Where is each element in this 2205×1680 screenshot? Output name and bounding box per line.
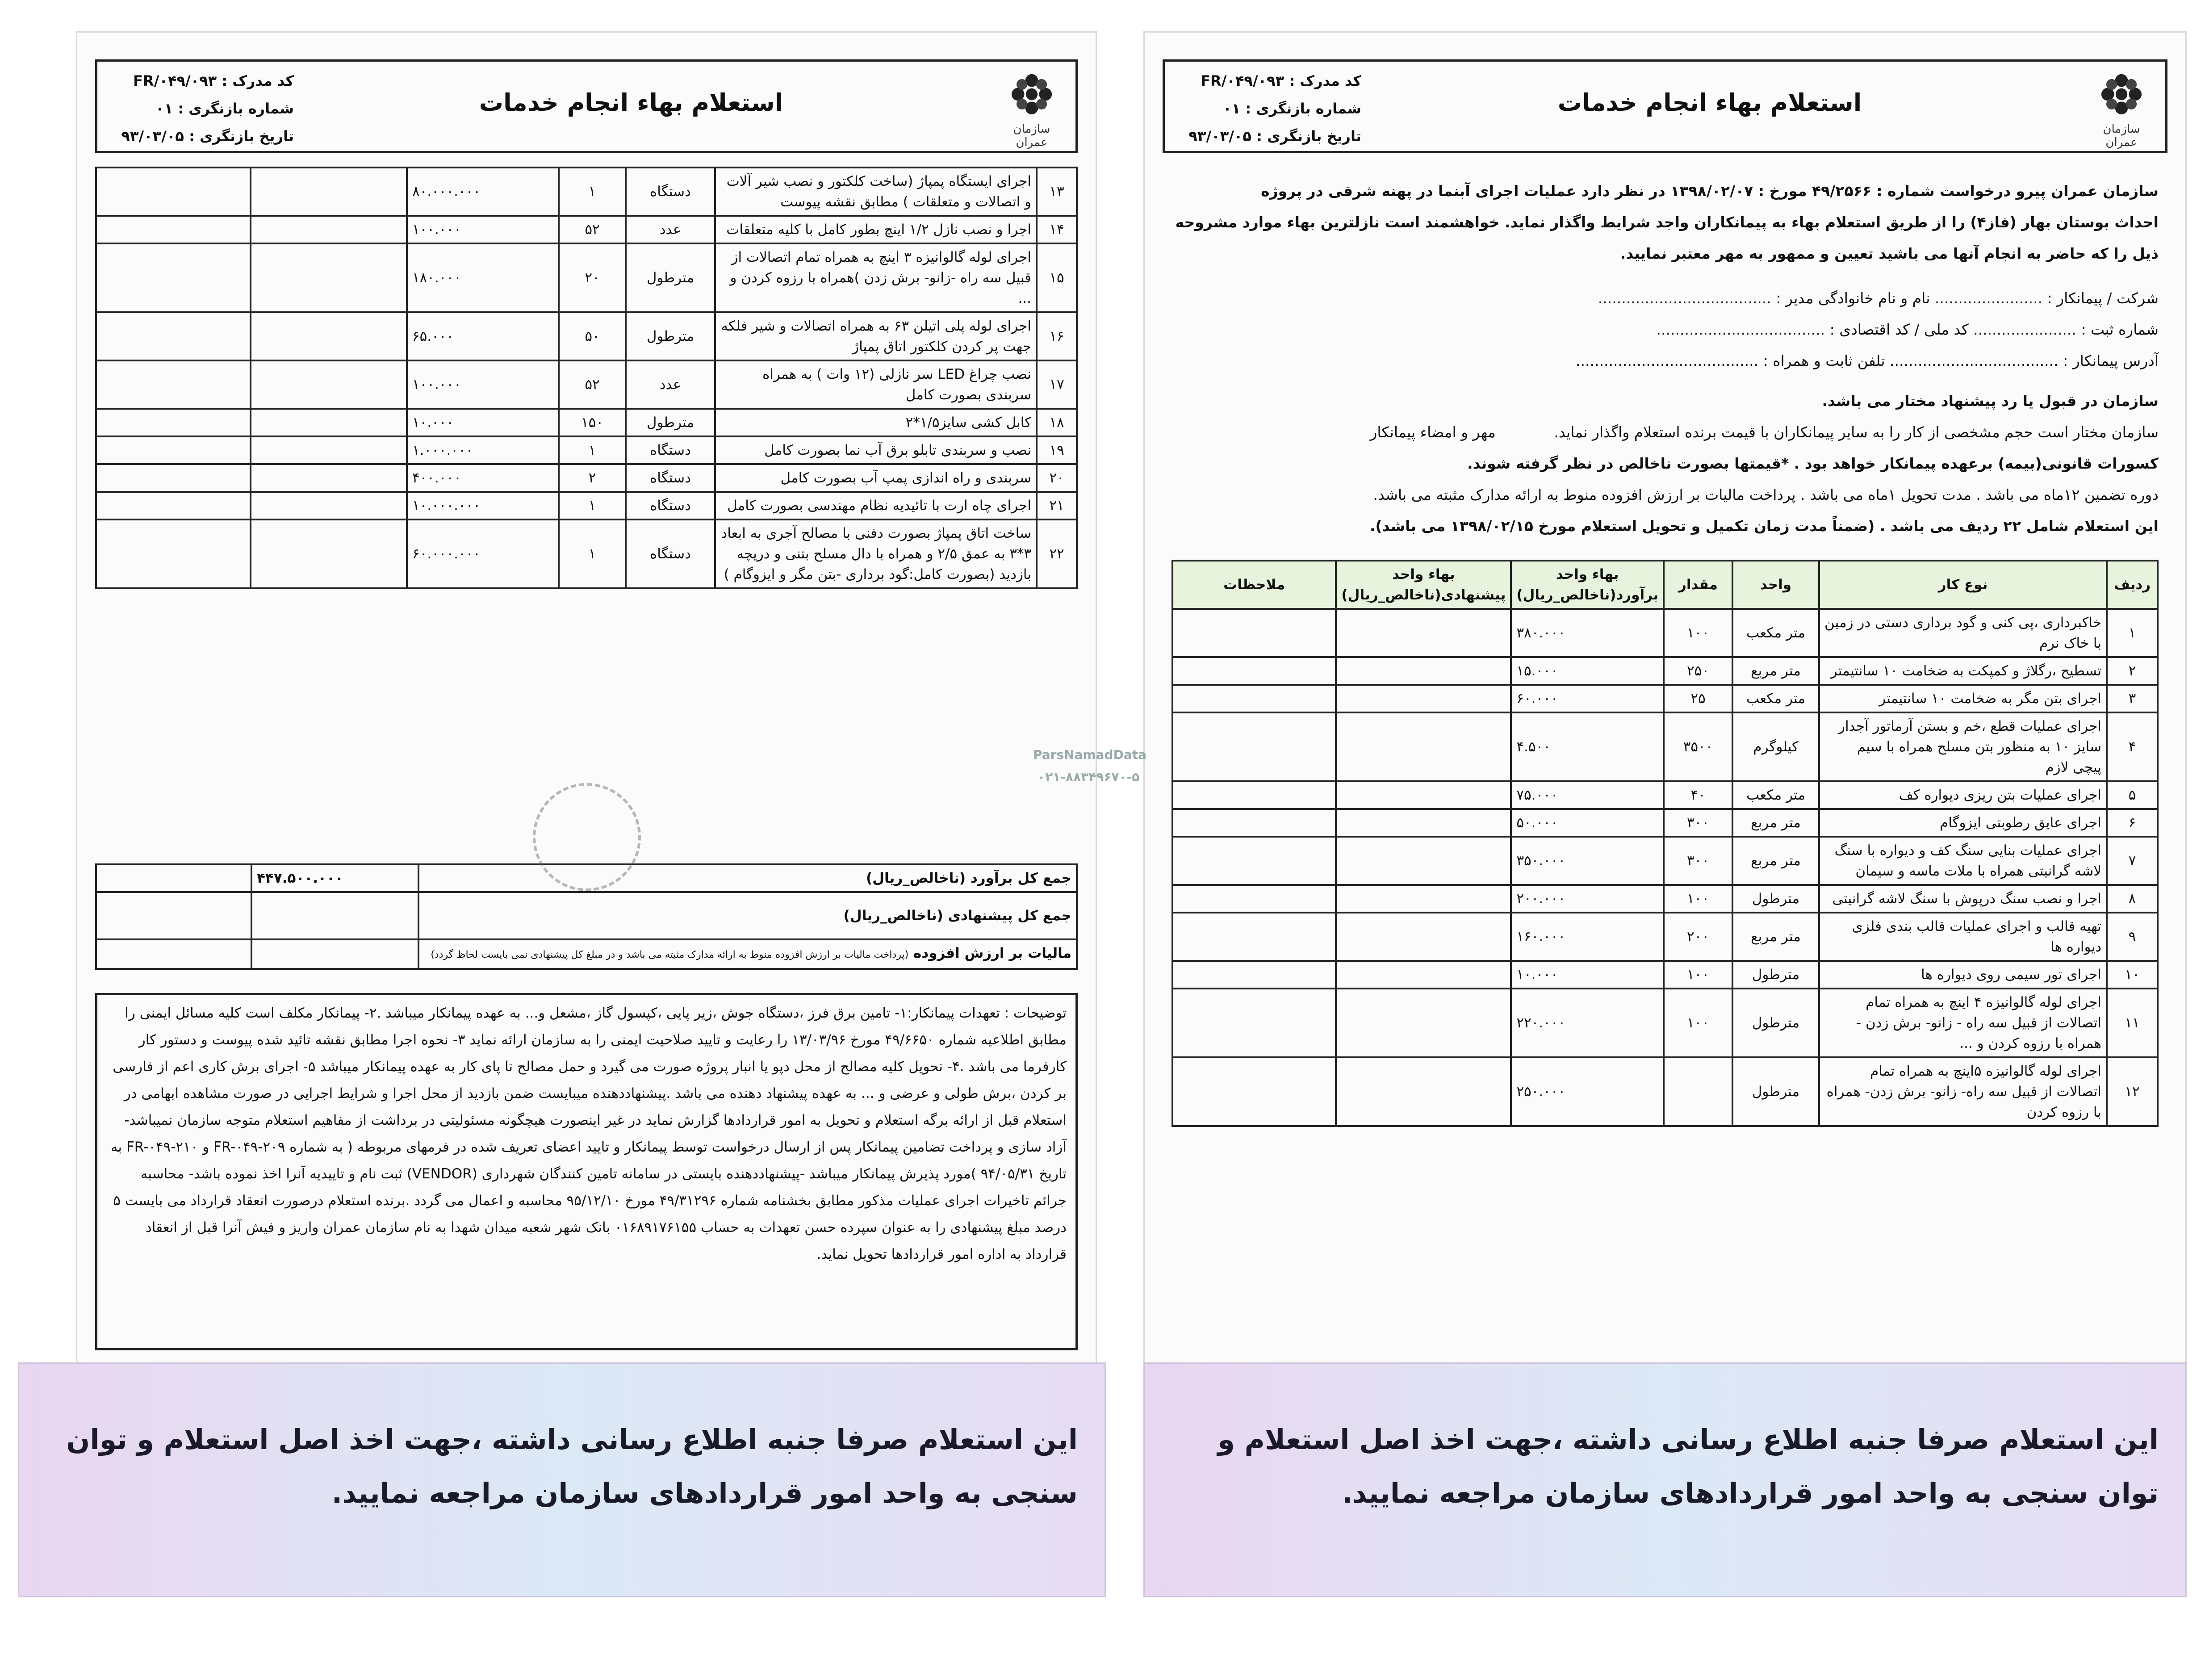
seal-signature-label: مهر و امضاء پیمانکار xyxy=(1370,423,1496,441)
notes-box xyxy=(95,993,1078,1350)
row-number-cell: ۷ xyxy=(2107,837,2158,885)
unit-cell: دستگاه xyxy=(626,168,715,216)
offered-unit-price-cell[interactable] xyxy=(1336,913,1511,961)
remarks-cell[interactable] xyxy=(96,360,251,409)
work-description-cell: اجرای عملیات بنایی سنگ کف و دیواره با سنگ لاشه گرانیتی همراه با ملات ماسه و سیمان xyxy=(1819,837,2107,885)
work-description-cell: خاکبرداری ،پی کنی و گود برداری دستی در زمین با خاک نرم xyxy=(1819,609,2107,657)
remarks-cell[interactable] xyxy=(96,492,251,520)
row-number-cell: ۲ xyxy=(2107,657,2158,685)
estimated-unit-price-cell: ۱۰۰.۰۰۰ xyxy=(407,360,559,409)
work-description-cell: کابل کشی سایز۱/۵*۲ xyxy=(715,409,1037,436)
table-row xyxy=(96,520,1077,588)
row-number-cell: ۱۹ xyxy=(1037,436,1077,464)
table-row xyxy=(1172,609,2158,657)
vat-value[interactable] xyxy=(251,939,418,969)
remarks-cell[interactable] xyxy=(1172,913,1336,961)
offered-unit-price-cell[interactable] xyxy=(1336,781,1511,809)
quantity-cell: ۵۲ xyxy=(559,216,626,243)
watermark-stamp xyxy=(533,783,641,891)
table-row xyxy=(1172,837,2158,885)
table-row xyxy=(1172,809,2158,837)
row-number-cell: ۹ xyxy=(2107,913,2158,961)
estimated-unit-price-cell: ۳۵۰.۰۰۰ xyxy=(1511,837,1664,885)
quantity-cell: ۳۰۰ xyxy=(1664,809,1732,837)
info-banner-right xyxy=(1143,1362,2187,1597)
remarks-cell[interactable] xyxy=(1172,712,1336,781)
work-description-cell: ساخت اتاق پمپاژ بصورت دفنی با مصالح آجری به ابعاد ۳*۳ به عمق ۲/۵ و همراه با دال مسلح بتنی و دریچه بازدید (بصورت کامل:گود برداری -بتن مگر و ایزوگام ) xyxy=(715,520,1037,588)
page-header xyxy=(95,59,1078,153)
quantity-cell: ۲۰ xyxy=(559,243,626,312)
remarks-cell[interactable] xyxy=(1172,609,1336,657)
table-row xyxy=(96,409,1077,436)
estimated-unit-price-cell: ۱۰.۰۰۰ xyxy=(407,409,559,436)
offered-unit-price-cell[interactable] xyxy=(251,492,407,520)
quantity-cell: ۱۰۰ xyxy=(1664,885,1732,913)
banner-text: این استعلام صرفا جنبه اطلاع رسانی داشته ،جهت اخذ اصل استعلام و توان سنجی به واحد امور قراردادهای سازمان مراجعه نمایید. xyxy=(1218,1423,2159,1509)
vat-blank xyxy=(96,939,251,969)
row-number-cell: ۳ xyxy=(2107,685,2158,712)
estimated-unit-price-cell: ۱۶۰.۰۰۰ xyxy=(1511,913,1664,961)
watermark-phone: ۰۲۱-۸۸۳۴۹۶۷۰-۵ xyxy=(1038,770,1140,784)
items-table xyxy=(1172,560,2159,1127)
estimated-unit-price-cell: ۲۲۰.۰۰۰ xyxy=(1511,989,1664,1057)
remarks-cell[interactable] xyxy=(96,436,251,464)
col-offer-header: بهاء واحد پیشنهادی(ناخالص_ریال) xyxy=(1336,561,1511,609)
col-notes-header: ملاحظات xyxy=(1172,561,1336,609)
offered-unit-price-cell[interactable] xyxy=(1336,961,1511,989)
col-unit-header: واحد xyxy=(1732,561,1819,609)
total-estimate-label: جمع کل برآورد (ناخالص_ریال) xyxy=(418,864,1077,892)
offered-unit-price-cell[interactable] xyxy=(1336,609,1511,657)
table-row xyxy=(1172,657,2158,685)
quantity-cell: ۱۵۰ xyxy=(559,409,626,436)
intro-paragraph xyxy=(1172,176,2159,269)
remarks-cell[interactable] xyxy=(96,168,251,216)
work-description-cell: تسطیح ،رگلاژ و کمپکت به ضخامت ۱۰ سانتیمتر xyxy=(1819,657,2107,685)
document-code: کد مدرک : FR/۰۴۹/۰۹۳ xyxy=(1201,72,1361,89)
unit-cell: مترطول xyxy=(1732,961,1819,989)
unit-cell: عدد xyxy=(626,360,715,409)
unit-cell: مترطول xyxy=(1732,1057,1819,1126)
table-row xyxy=(96,464,1077,492)
offered-unit-price-cell[interactable] xyxy=(1336,657,1511,685)
table-row xyxy=(96,492,1077,520)
document-meta xyxy=(106,67,294,150)
work-description-cell: اجرای لوله گالوانیزه ۵اینچ به همراه تمام اتصالات از قبیل سه راه- زانو- برش زدن- همراه با رزوه کردن xyxy=(1819,1057,2107,1126)
quantity-cell: ۵۰ xyxy=(559,312,626,360)
remarks-cell[interactable] xyxy=(1172,885,1336,913)
row-number-cell: ۶ xyxy=(2107,809,2158,837)
contractor-field-line: آدرس پیمانکار : .................................... تلفن ثابت و همراه : ....................................... xyxy=(1576,352,2159,369)
unit-cell: کیلوگرم xyxy=(1732,712,1819,781)
revision-number: شماره بازنگری : ۰۱ xyxy=(1223,100,1361,117)
work-description-cell: اجرای عملیات بتن ریزی دیواره کف xyxy=(1819,781,2107,809)
offered-unit-price-cell[interactable] xyxy=(251,243,407,312)
unit-cell: متر مکعب xyxy=(1732,685,1819,712)
logo-caption: سازمان عمران xyxy=(1013,122,1050,149)
work-description-cell: اجرا و نصب سنگ درپوش با سنگ لاشه گرانیتی xyxy=(1819,885,2107,913)
estimated-unit-price-cell: ۱.۰۰۰.۰۰۰ xyxy=(407,436,559,464)
organization-logo xyxy=(996,70,1067,149)
banner-text: این استعلام صرفا جنبه اطلاع رسانی داشته ،جهت اخذ اصل استعلام و توان سنجی به واحد امور قراردادهای سازمان مراجعه نمایید. xyxy=(66,1423,1078,1509)
total-offer-value[interactable] xyxy=(251,892,418,939)
intro-line: احداث بوستان بهار (فاز۴) را از طریق استعلام بهاء به پیمانکاران واجد شرایط واگذار نماید. خواهشمند است نازلترین بهاء موارد مشروحه xyxy=(1175,214,2159,231)
total-offer-blank xyxy=(96,892,251,939)
unit-cell: متر مربع xyxy=(1732,913,1819,961)
unit-cell: دستگاه xyxy=(626,520,715,588)
contractor-fields xyxy=(1172,283,2159,377)
unit-cell: عدد xyxy=(626,216,715,243)
acceptance-notice: سازمان در قبول یا رد پیشنهاد مختار می باشد. xyxy=(1822,392,2159,410)
offered-unit-price-cell[interactable] xyxy=(251,360,407,409)
quantity-cell: ۱ xyxy=(559,168,626,216)
row-number-cell: ۱ xyxy=(2107,609,2158,657)
vat-label: مالیات بر ارزش افزوده xyxy=(913,945,1071,961)
row-number-cell: ۱۵ xyxy=(1037,243,1077,312)
remarks-cell[interactable] xyxy=(96,520,251,588)
estimated-unit-price-cell: ۶۰.۰۰۰ xyxy=(1511,685,1664,712)
work-description-cell: اجرای چاه ارت با تائیدیه نظام مهندسی بصورت کامل xyxy=(715,492,1037,520)
estimated-unit-price-cell: ۲۵۰.۰۰۰ xyxy=(1511,1057,1664,1126)
table-row xyxy=(96,216,1077,243)
row-number-cell: ۲۰ xyxy=(1037,464,1077,492)
offered-unit-price-cell[interactable] xyxy=(251,520,407,588)
row-number-cell: ۲۲ xyxy=(1037,520,1077,588)
work-description-cell: اجرای لوله پلی اتیلن ۶۳ به همراه اتصالات و شیر فلکه جهت پر کردن کلکتور اتاق پمپاژ xyxy=(715,312,1037,360)
row-number-cell: ۱۸ xyxy=(1037,409,1077,436)
remarks-cell[interactable] xyxy=(96,312,251,360)
items-table-continued xyxy=(95,167,1078,589)
contractor-field-line: شماره ثبت : ...................... کد ملی / کد اقتصادی : .................................... xyxy=(1656,321,2159,338)
quantity-cell: ۲۵ xyxy=(1664,685,1732,712)
contractor-field-line: شرکت / پیمانکار : ....................... نام و نام خانوادگی مدیر : ..................................... xyxy=(1598,289,2159,307)
estimated-unit-price-cell: ۶۵.۰۰۰ xyxy=(407,312,559,360)
table-row xyxy=(1172,989,2158,1057)
offered-unit-price-cell[interactable] xyxy=(251,436,407,464)
remarks-cell[interactable] xyxy=(1172,961,1336,989)
estimated-unit-price-cell: ۵۰.۰۰۰ xyxy=(1511,809,1664,837)
table-row xyxy=(1172,913,2158,961)
quantity-cell: ۳۵۰۰ xyxy=(1664,712,1732,781)
offered-unit-price-cell[interactable] xyxy=(1336,712,1511,781)
page-header xyxy=(1163,59,2167,153)
remarks-cell[interactable] xyxy=(96,216,251,243)
work-description-cell: اجرا و نصب نازل ۱/۲ اینچ بطور کامل با کلیه متعلقات xyxy=(715,216,1037,243)
table-row xyxy=(96,312,1077,360)
offered-unit-price-cell[interactable] xyxy=(251,168,407,216)
unit-cell: متر مربع xyxy=(1732,657,1819,685)
document-page-1 xyxy=(1143,31,2187,1374)
estimated-unit-price-cell: ۱۵.۰۰۰ xyxy=(1511,657,1664,685)
quantity-cell: ۱۰۰ xyxy=(1664,609,1732,657)
estimated-unit-price-cell: ۶۰.۰۰۰.۰۰۰ xyxy=(407,520,559,588)
table-row xyxy=(96,243,1077,312)
quantity-cell: ۴۰ xyxy=(1664,781,1732,809)
unit-cell: متر مکعب xyxy=(1732,781,1819,809)
unit-cell: دستگاه xyxy=(626,492,715,520)
col-row-header: ردیف xyxy=(2107,561,2158,609)
work-description-cell: نصب و سربندی تابلو برق آب نما بصورت کامل xyxy=(715,436,1037,464)
work-description-cell: اجرای بتن مگر به ضخامت ۱۰ سانتیمتر xyxy=(1819,685,2107,712)
total-estimate-blank xyxy=(96,864,251,892)
remarks-cell[interactable] xyxy=(1172,685,1336,712)
revision-number: شماره بازنگری : ۰۱ xyxy=(155,100,294,117)
quantity-cell: ۲ xyxy=(559,464,626,492)
revision-date: تاریخ بازنگری : ۹۳/۰۳/۰۵ xyxy=(121,128,294,145)
table-row xyxy=(96,360,1077,409)
quantity-cell: ۱۰۰ xyxy=(1664,989,1732,1057)
document-code: کد مدرک : FR/۰۴۹/۰۹۳ xyxy=(133,72,294,89)
remarks-cell[interactable] xyxy=(1172,989,1336,1057)
remarks-cell[interactable] xyxy=(96,464,251,492)
unit-cell: مترطول xyxy=(1732,885,1819,913)
table-row xyxy=(1172,712,2158,781)
quantity-cell: ۲۵۰ xyxy=(1664,657,1732,685)
estimated-unit-price-cell: ۳۸۰.۰۰۰ xyxy=(1511,609,1664,657)
estimated-unit-price-cell: ۱۰۰.۰۰۰ xyxy=(407,216,559,243)
table-header-row xyxy=(1172,561,2158,609)
terms-notice: دوره تضمین ۱۲ماه می باشد . مدت تحویل ۱ماه می باشد . پرداخت مالیات بر ارزش افزوده منوط به ارائه مدارک مثبته می باشد. xyxy=(1373,486,2159,503)
volume-notice xyxy=(1172,417,2159,448)
estimated-unit-price-cell: ۲۰۰.۰۰۰ xyxy=(1511,885,1664,913)
volume-notice-text: سازمان مختار است حجم مشخصی از کار را به سایر پیمانکاران با قیمت برنده استعلام واگذار نماید. xyxy=(1554,423,2159,441)
table-row xyxy=(1172,781,2158,809)
work-description-cell: اجرای لوله گالوانیزه ۴ اینچ به همراه تمام اتصالات از قبیل سه راه - زانو- برش زدن - همراه با رزوه کردن و ... xyxy=(1819,989,2107,1057)
unit-cell: متر مربع xyxy=(1732,809,1819,837)
work-description-cell: اجرای تور سیمی روی دیواره ها xyxy=(1819,961,2107,989)
remarks-cell[interactable] xyxy=(96,409,251,436)
row-number-cell: ۱۰ xyxy=(2107,961,2158,989)
logo-caption: سازمان عمران xyxy=(2103,122,2140,149)
unit-cell: مترطول xyxy=(626,312,715,360)
col-work-header: نوع کار xyxy=(1819,561,2107,609)
offered-unit-price-cell[interactable] xyxy=(1336,809,1511,837)
estimated-unit-price-cell: ۱۰.۰۰۰ xyxy=(1511,961,1664,989)
work-description-cell: اجرای لوله گالوانیزه ۳ اینچ به همراه تمام اتصالات از قبیل سه راه -زانو- برش زدن )همراه با رزوه کردن و ... xyxy=(715,243,1037,312)
unit-cell: مترطول xyxy=(1732,989,1819,1057)
intro-line: سازمان عمران پیرو درخواست شماره : ۴۹/۲۵۶۶ مورخ : ۱۳۹۸/۰۲/۰۷ در نظر دارد عملیات اجرای آبنما در پهنه شرقی در پروژه xyxy=(1261,182,2159,200)
quantity-cell: ۲۰۰ xyxy=(1664,913,1732,961)
estimated-unit-price-cell: ۴۰۰.۰۰۰ xyxy=(407,464,559,492)
offered-unit-price-cell[interactable] xyxy=(1336,989,1511,1057)
work-description-cell: اجرای عایق رطوبتی ایزوگام xyxy=(1819,809,2107,837)
row-number-cell: ۱۲ xyxy=(2107,1057,2158,1126)
watermark-brand: ParsNamadData xyxy=(1033,747,1146,762)
vat-row xyxy=(96,939,1077,969)
total-estimate-value: ۴۴۷.۵۰۰.۰۰۰ xyxy=(251,864,418,892)
row-number-cell: ۱۱ xyxy=(2107,989,2158,1057)
page-title: استعلام بهاء انجام خدمات xyxy=(479,88,783,117)
table-row xyxy=(96,436,1077,464)
estimated-unit-price-cell: ۸۰.۰۰۰.۰۰۰ xyxy=(407,168,559,216)
table-row xyxy=(1172,961,2158,989)
work-description-cell: نصب چراغ LED سر نازلی (۱۲ وات ) به همراه سربندی بصورت کامل xyxy=(715,360,1037,409)
organization-logo xyxy=(2086,70,2157,149)
offered-unit-price-cell[interactable] xyxy=(1336,1057,1511,1126)
estimated-unit-price-cell: ۱۰.۰۰۰.۰۰۰ xyxy=(407,492,559,520)
unit-cell: مترطول xyxy=(626,243,715,312)
table-row xyxy=(1172,1057,2158,1126)
work-description-cell: تهیه قالب و اجرای عملیات قالب بندی فلزی دیواره ها xyxy=(1819,913,2107,961)
remarks-cell[interactable] xyxy=(1172,837,1336,885)
unit-cell: متر مربع xyxy=(1732,837,1819,885)
revision-date: تاریخ بازنگری : ۹۳/۰۳/۰۵ xyxy=(1188,128,1361,145)
unit-cell: مترطول xyxy=(626,409,715,436)
unit-cell: متر مکعب xyxy=(1732,609,1819,657)
quantity-cell xyxy=(1664,1057,1732,1126)
quantity-cell: ۳۰۰ xyxy=(1664,837,1732,885)
remarks-cell[interactable] xyxy=(1172,657,1336,685)
info-banner-left xyxy=(18,1362,1106,1597)
total-offer-label: جمع کل پیشنهادی (ناخالص_ریال) xyxy=(418,892,1077,939)
row-number-cell: ۴ xyxy=(2107,712,2158,781)
row-number-cell: ۱۳ xyxy=(1037,168,1077,216)
offered-unit-price-cell[interactable] xyxy=(1336,837,1511,885)
flower-logo-icon xyxy=(1007,70,1056,119)
offered-unit-price-cell[interactable] xyxy=(251,216,407,243)
remarks-cell[interactable] xyxy=(1172,809,1336,837)
vat-label-cell xyxy=(418,939,1077,969)
intro-line: ذیل را که حاضر به انجام آنها می باشید تعیین و ممهور به مهر معتبر نمایید. xyxy=(1620,245,2159,262)
document-meta xyxy=(1174,67,1361,150)
row-number-cell: ۱۴ xyxy=(1037,216,1077,243)
quantity-cell: ۱ xyxy=(559,520,626,588)
offered-unit-price-cell[interactable] xyxy=(251,409,407,436)
remarks-cell[interactable] xyxy=(1172,781,1336,809)
col-qty-header: مقدار xyxy=(1664,561,1732,609)
quantity-cell: ۵۲ xyxy=(559,360,626,409)
offered-unit-price-cell[interactable] xyxy=(251,464,407,492)
document-page-2 xyxy=(76,31,1146,1374)
total-offer-row xyxy=(96,892,1077,939)
page-title: استعلام بهاء انجام خدمات xyxy=(1557,88,1862,117)
row-number-cell: ۸ xyxy=(2107,885,2158,913)
col-estimate-header: بهاء واحد برآورد(ناخالص_ریال) xyxy=(1511,561,1664,609)
unit-cell: دستگاه xyxy=(626,436,715,464)
work-description-cell: سربندی و راه اندازی پمپ آب بصورت کامل xyxy=(715,464,1037,492)
table-row xyxy=(1172,685,2158,712)
table-row xyxy=(1172,885,2158,913)
vat-note: (پرداخت مالیات بر ارزش افزوده منوط به ارائه مدارک مثبته می باشد و در مبلغ کل پیشنهادی نمی بایست لحاظ گردد) xyxy=(431,949,909,960)
row-number-cell: ۱۷ xyxy=(1037,360,1077,409)
flower-logo-icon xyxy=(2097,70,2146,119)
estimated-unit-price-cell: ۴.۵۰۰ xyxy=(1511,712,1664,781)
row-number-cell: ۲۱ xyxy=(1037,492,1077,520)
work-description-cell: اجرای عملیات قطع ،خم و بستن آرماتور آجدار سایز ۱۰ به منظور بتن مسلح همراه با سیم پیچی لازم xyxy=(1819,712,2107,781)
offered-unit-price-cell[interactable] xyxy=(1336,685,1511,712)
unit-cell: دستگاه xyxy=(626,464,715,492)
work-description-cell: اجرای ایستگاه پمپاژ (ساخت کلکتور و نصب شیر آلات و اتصالات و متعلقات ) مطابق نقشه پیوست xyxy=(715,168,1037,216)
remarks-cell[interactable] xyxy=(1172,1057,1336,1126)
table-row xyxy=(96,168,1077,216)
contractor-obligations-text: توضیحات : تعهدات پیمانکار:۱- تامین برق فرز ،دستگاه جوش ،زیر پایی ،کپسول گاز ،مشعل و... به عهده پیمانکار میباشد .۲- پیمانکار مکلف است کلیه مسائل ایمنی را مطابق اطلاعیه شماره ۴۹/۶۶۵۰ مورخ ۱۳/۰۳/۹۶ را رعایت و تایید صلاحیت ایمنی را به سازمان ارائه نماید ۳- نحوه اجرا مطابق نقشه تائید شده پیوست و دستور کار کارفرما می باشد .۴- تحویل کلیه مصالح از محل دپو یا انبار پروژه صورت می گیرد و حمل مصالح تا پای کار به عهده پیمانکار میباشد ۵- اجرای برش کاری اعم از فارسی بر کردن ،برش طولی و عرضی و ... به عهده پیشنهاد دهنده می باشد .پیشنهاددهنده میبایست ضمن بازدید از محل اجرا و شرایط اجرایی در صورت مشاهده ابهامی در استعلام قبل از ارائه برگه استعلام و تحویل به امور قراردادها گزارش نماید در غیر اینصورت هیچگونه مسئولیتی در برداشت از مفاهیم استعلام متوجه سازمان نمیباشد-آزاد سازی و پرداخت تضامین پیمانکار پس از ارسال درخواست توسط پیمانکار و تایید اعضای تعریف شده در فرمهای مربوطه ( به شماره FR-۰۴۹-۲۰۹ و FR-۰۴۹-۲۱۰ به تاریخ ۹۴/۰۵/۳۱ )مورد پذیرش پیمانکار میباشد -پیشنهاددهنده بایستی در سامانه تامین کنندگان شهرداری (VENDOR) ثبت نام و تاییدیه آنرا اخذ نموده باشد- محاسبه جرائم تاخیرات اجرای عملیات مذکور مطابق بخشنامه شماره ۴۹/۳۱۲۹۶ مورخ ۹۵/۱۲/۱۰ محاسبه و اعمال می گردد .برنده استعلام درصورت انعقاد قرارداد می بایست ۵ درصد مبلغ پیشنهادی را به عنوان سپرده حسن تعهدات به حساب ۰۱۶۸۹۱۷۶۱۵۵ بانک شهر شعبه میدان شهدا به نام سازمان عمران واریز و فیش آنرا قبل از انعقاد قرارداد به اداره امور قراردادها تحویل نماید. xyxy=(110,1005,1067,1262)
quantity-cell: ۱ xyxy=(559,436,626,464)
offered-unit-price-cell[interactable] xyxy=(1336,885,1511,913)
rows-count-notice: این استعلام شامل ۲۲ ردیف می باشد . (ضمناً مدت زمان تکمیل و تحویل استعلام مورخ ۱۳۹۸/۰۲/۱۵ می باشد). xyxy=(1369,517,2159,535)
remarks-cell[interactable] xyxy=(96,243,251,312)
row-number-cell: ۱۶ xyxy=(1037,312,1077,360)
offered-unit-price-cell[interactable] xyxy=(251,312,407,360)
quantity-cell: ۱۰۰ xyxy=(1664,961,1732,989)
quantity-cell: ۱ xyxy=(559,492,626,520)
estimated-unit-price-cell: ۷۵.۰۰۰ xyxy=(1511,781,1664,809)
row-number-cell: ۵ xyxy=(2107,781,2158,809)
estimated-unit-price-cell: ۱۸۰.۰۰۰ xyxy=(407,243,559,312)
deductions-notice: کسورات قانونی(بیمه) برعهده پیمانکار خواهد بود . *قیمتها بصورت ناخالص در نظر گرفته شوند. xyxy=(1467,455,2159,472)
